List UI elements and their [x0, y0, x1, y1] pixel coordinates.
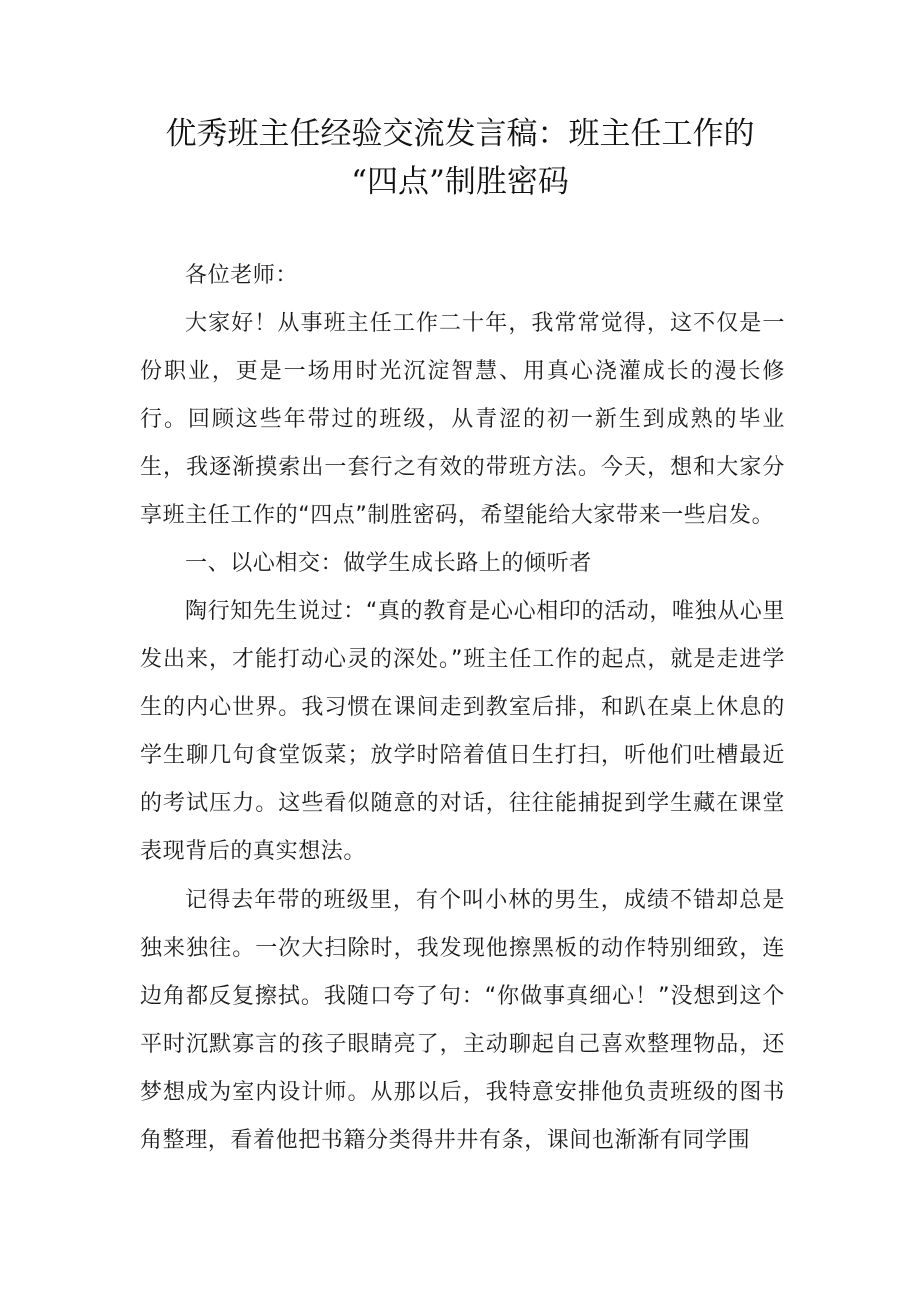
paragraph-intro: 大家好！从事班主任工作二十年，我常常觉得，这不仅是一份职业，更是一场用时光沉淀智慧、用真心浇灌成长的漫长修行。回顾这些年带过的班级，从青涩的初一新生到成熟的毕业生，我逐渐摸索出一套行之有效的带班方法。今天，想和大家分享班主任工作的“四点”制胜密码，希望能给大家带来一些启发。: [140, 311, 785, 528]
greeting: 各位老师：: [185, 263, 299, 288]
document-title-line-2: “四点”制胜密码: [351, 164, 569, 200]
section-heading-1: 一、以心相交：做学生成长路上的倾听者: [185, 551, 592, 576]
paragraph-tao-xingzhi-quote: 陶行知先生说过：“真的教育是心心相印的活动，唯独从心里发出来，才能打动心灵的深处。”班主任工作的起点，就是走进学生的内心世界。我习惯在课间走到教室后排，和趴在桌上休息的学生聊几句食堂饭菜；放学时陪着值日生打扫，听他们吐槽最近的考试压力。这些看似随意的对话，往往能捕捉到学生藏在课堂表现背后的真实想法。: [140, 599, 785, 864]
paragraph-xiaolin-story: 记得去年带的班级里，有个叫小林的男生，成绩不错却总是独来独往。一次大扫除时，我发现他擦黑板的动作特别细致，连边角都反复擦拭。我随口夸了句：“你做事真细心！”没想到这个平时沉默寡言的孩子眼睛亮了，主动聊起自己喜欢整理物品，还梦想成为室内设计师。从那以后，我特意安排他负责班级的图书角整理，看着他把书籍分类得井井有条，课间也渐渐有同学围: [140, 888, 785, 1153]
document-title-line-1: 优秀班主任经验交流发言稿：班主任工作的: [165, 116, 755, 152]
